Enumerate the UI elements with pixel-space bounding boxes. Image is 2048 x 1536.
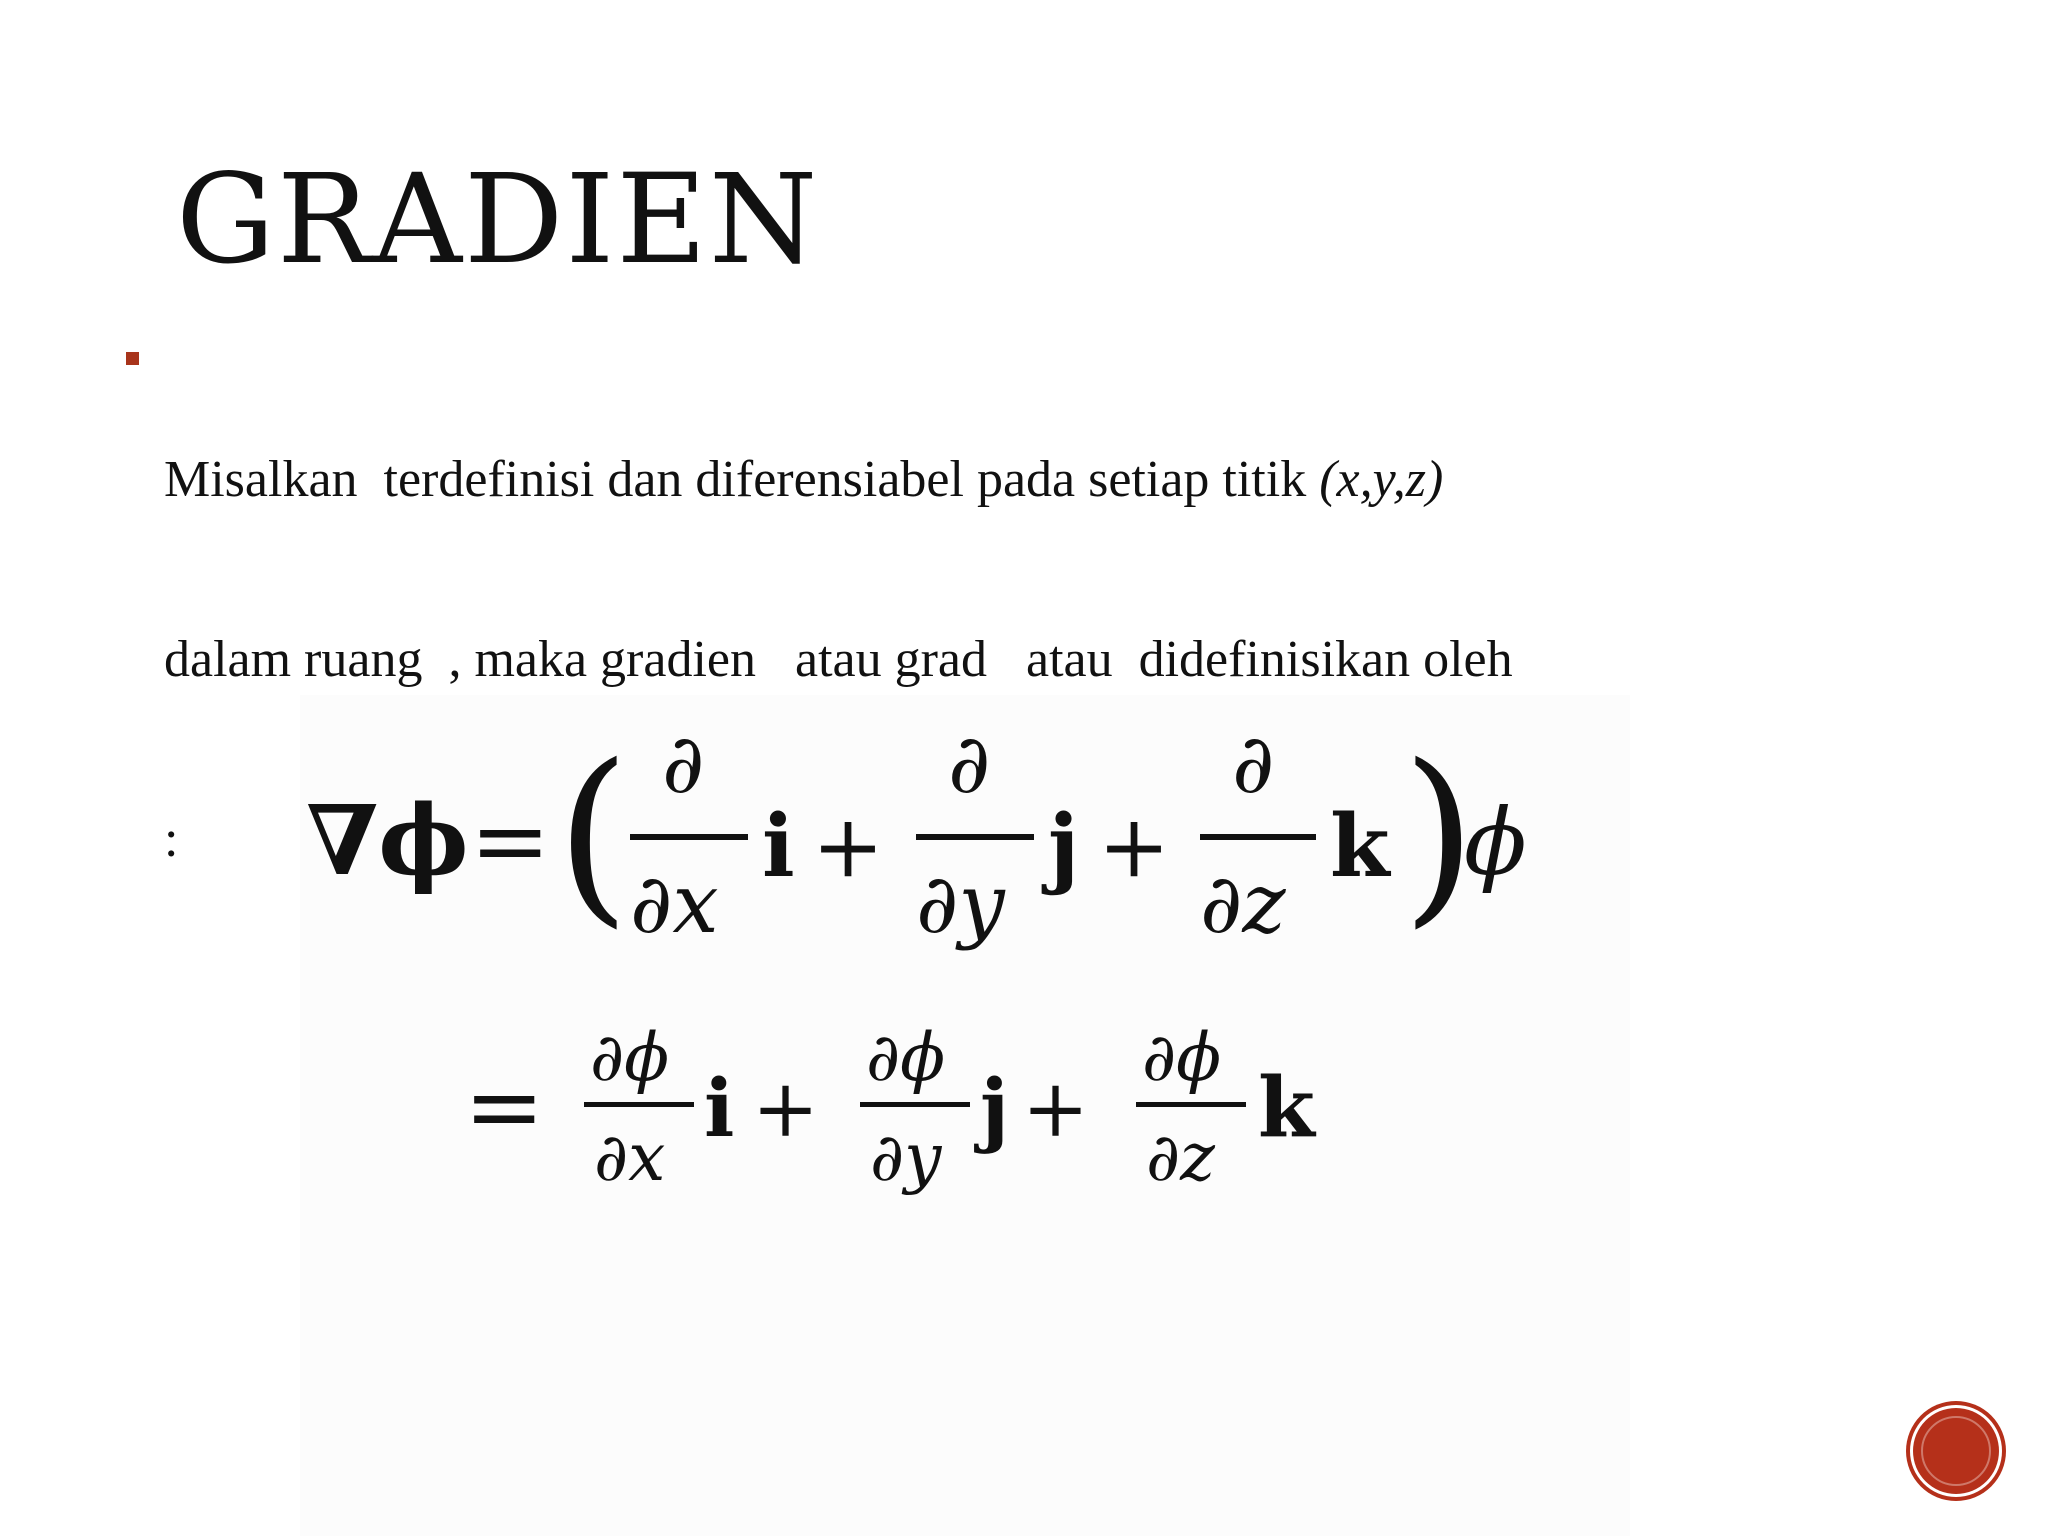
bullet-line-3: :	[164, 811, 179, 868]
eq1-partial-z-den: ∂z	[1200, 857, 1286, 952]
eq2-plus-2: +	[1022, 1062, 1090, 1155]
eq1-partial-x-num: ∂	[662, 717, 705, 812]
eq1-partial-z-num: ∂	[1232, 717, 1275, 812]
eq1-lhs: ∇ϕ	[306, 784, 469, 897]
eq1-partial-y-den: ∂y	[916, 857, 1005, 952]
eq1-frac-bar-y	[916, 834, 1034, 840]
eq1-plus-1: +	[812, 797, 885, 897]
eq1-i: i	[762, 796, 795, 897]
eq2-j: j	[980, 1061, 1009, 1155]
eq1-frac-bar-x	[630, 834, 748, 840]
eq1-right-paren: )	[1402, 724, 1477, 945]
eq1-k: k	[1330, 796, 1390, 897]
circle-button-icon[interactable]	[1913, 1408, 1999, 1494]
eq2-plus-1: +	[752, 1062, 820, 1155]
eq1-j: j	[1048, 796, 1080, 897]
eq2-i: i	[704, 1061, 735, 1155]
eq2-equals: =	[464, 1051, 545, 1163]
eq2-dphi-y-den: ∂y	[870, 1119, 942, 1196]
eq2-dphi-z-den: ∂z	[1146, 1119, 1215, 1196]
eq2-frac-bar-y	[860, 1102, 970, 1107]
eq2-frac-bar-z	[1136, 1102, 1246, 1107]
eq1-phi: ϕ	[1464, 789, 1527, 896]
eq2-dphi-x-den: ∂x	[594, 1119, 666, 1196]
bullet-line-2: dalam ruang , maka gradien atau grad atau didefinisikan oleh	[164, 631, 1513, 688]
eq2-frac-bar-x	[584, 1102, 694, 1107]
eq1-plus-2: +	[1098, 797, 1171, 897]
eq1-partial-x-den: ∂x	[630, 857, 719, 952]
slide-title: GRADIEN	[176, 148, 820, 292]
bullet-line-1-text: Misalkan terdefinisi dan diferensiabel pada setiap titik	[164, 451, 1320, 508]
eq2-dphi-z-num: ∂ϕ	[1142, 1019, 1222, 1096]
eq2-dphi-y-num: ∂ϕ	[866, 1019, 946, 1096]
eq1-frac-bar-z	[1200, 834, 1316, 840]
point-coordinates: (x,y,z)	[1319, 451, 1444, 508]
eq2-dphi-x-num: ∂ϕ	[590, 1019, 670, 1096]
eq1-equals: =	[470, 785, 551, 897]
eq2-k: k	[1258, 1060, 1315, 1156]
circle-button-ring	[1921, 1416, 1991, 1486]
eq1-partial-y-num: ∂	[948, 717, 991, 812]
eq1-left-paren: (	[556, 724, 631, 945]
